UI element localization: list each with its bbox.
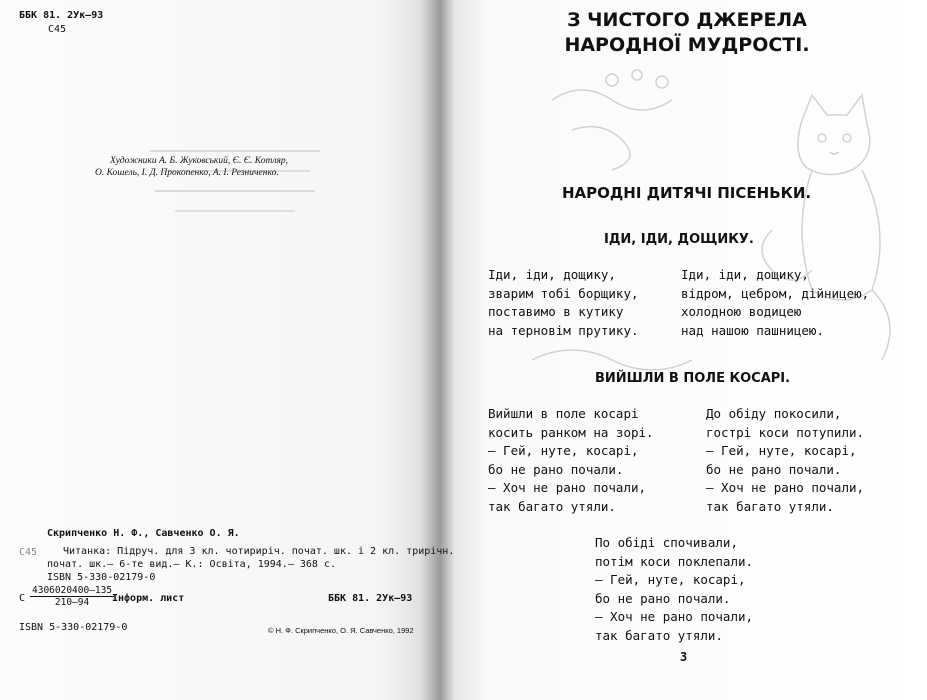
verse-line: — Гей, нуте, косарі,: [488, 443, 639, 458]
verse-line: потім коси поклепали.: [595, 553, 754, 569]
page-number: 3: [680, 650, 688, 664]
left-page-imprint: [0, 0, 455, 700]
verse-line: По обіді спочивали,: [595, 535, 738, 550]
verse-line: косить ранком на зорі.: [488, 424, 654, 440]
verse-line: — Гей, нуте, косарі,: [706, 443, 857, 458]
poem-1-column-2: [681, 266, 869, 340]
verse-line: Вийшли в поле косарі: [488, 406, 639, 421]
book-description-line-2: почат. шк.— 6-те вид.— К.: Освіта, 1994.— 368 с.: [47, 559, 336, 570]
main-title-line-2: НАРОДНОЇ МУДРОСТІ.: [564, 34, 810, 56]
poem-2-column-2: [706, 405, 864, 516]
isbn-bottom: ISBN 5-330-02179-0: [19, 622, 128, 633]
verse-line: так багато утяли.: [488, 498, 616, 514]
verse-line: — Хоч не рано почали,: [595, 609, 754, 624]
catalog-code-top: С45: [48, 24, 67, 35]
verse-line: — Хоч не рано почали,: [488, 480, 647, 495]
right-page-content: [452, 0, 927, 700]
verse-line: на терновім прутику.: [488, 322, 639, 338]
verse-line: До обіду покосили,: [706, 406, 842, 421]
main-title-line-1: З ЧИСТОГО ДЖЕРЕЛА: [567, 9, 807, 31]
fraction-numerator: 4306020400—135: [32, 585, 113, 596]
copyright-line: © Н. Ф. Скрипченко, О. Я. Савченко, 1992: [268, 626, 414, 635]
authors-heading: Скрипченко Н. Ф., Савченко О. Я.: [47, 528, 240, 539]
artists-line-1: Художники А. Б. Жуковський, Є. Є. Котляр,: [110, 156, 289, 166]
poem-1-column-1: [488, 266, 639, 340]
artists-line-2: О. Кошель, І. Д. Прокопенко, А. І. Резниченко.: [95, 168, 279, 178]
verse-line: так багато утяли.: [595, 627, 723, 643]
isbn-inner: ISBN 5-330-02179-0: [47, 572, 156, 583]
verse-line: гострі коси потупили.: [706, 424, 865, 440]
verse-line: Іди, іди, дощику,: [488, 267, 616, 282]
main-title: [522, 8, 852, 58]
verse-line: — Гей, нуте, косарі,: [595, 572, 746, 587]
bbk-code-bottom: ББК 81. 2Ук—93: [328, 593, 413, 604]
fraction-denominator: 210—94: [54, 597, 90, 608]
poem-2-column-3: [595, 534, 753, 645]
book-description-line-1: Читанка: Підруч. для 3 кл. чотириріч. почат. шк. і 2 кл. трирічн.: [63, 546, 455, 557]
cat-illustration: [512, 60, 912, 390]
publication-code-fraction: [30, 585, 114, 608]
verse-line: бо не рано почали.: [706, 461, 842, 477]
verse-line: Іди, іди, дощику,: [681, 267, 809, 282]
verse-line: холодною водицею: [681, 304, 802, 319]
poem-1-title: ІДИ, ІДИ, ДОЩИКУ.: [604, 232, 754, 247]
poem-2-column-1: [488, 405, 654, 516]
poem-2-title: ВИЙШЛИ В ПОЛЕ КОСАРІ.: [595, 371, 791, 386]
verse-line: бо не рано почали.: [488, 461, 624, 477]
verse-line: зварим тобі борщику,: [488, 285, 639, 301]
verse-line: — Хоч не рано почали,: [706, 480, 865, 495]
verse-line: так багато утяли.: [706, 498, 834, 514]
verse-line: поставимо в кутику: [488, 304, 624, 319]
fraction-prefix: С: [19, 593, 26, 604]
catalog-code-side: С45: [19, 547, 38, 558]
verse-line: відром, цебром, дійницею,: [681, 285, 870, 301]
inform-list-label: Інформ. лист: [112, 593, 185, 604]
section-title: НАРОДНІ ДИТЯЧІ ПІСЕНЬКИ.: [562, 184, 812, 202]
verse-line: над нашою пашницею.: [681, 322, 824, 338]
bbk-code-top: ББК 81. 2Ук—93: [19, 10, 104, 21]
verse-line: бо не рано почали.: [595, 590, 731, 606]
